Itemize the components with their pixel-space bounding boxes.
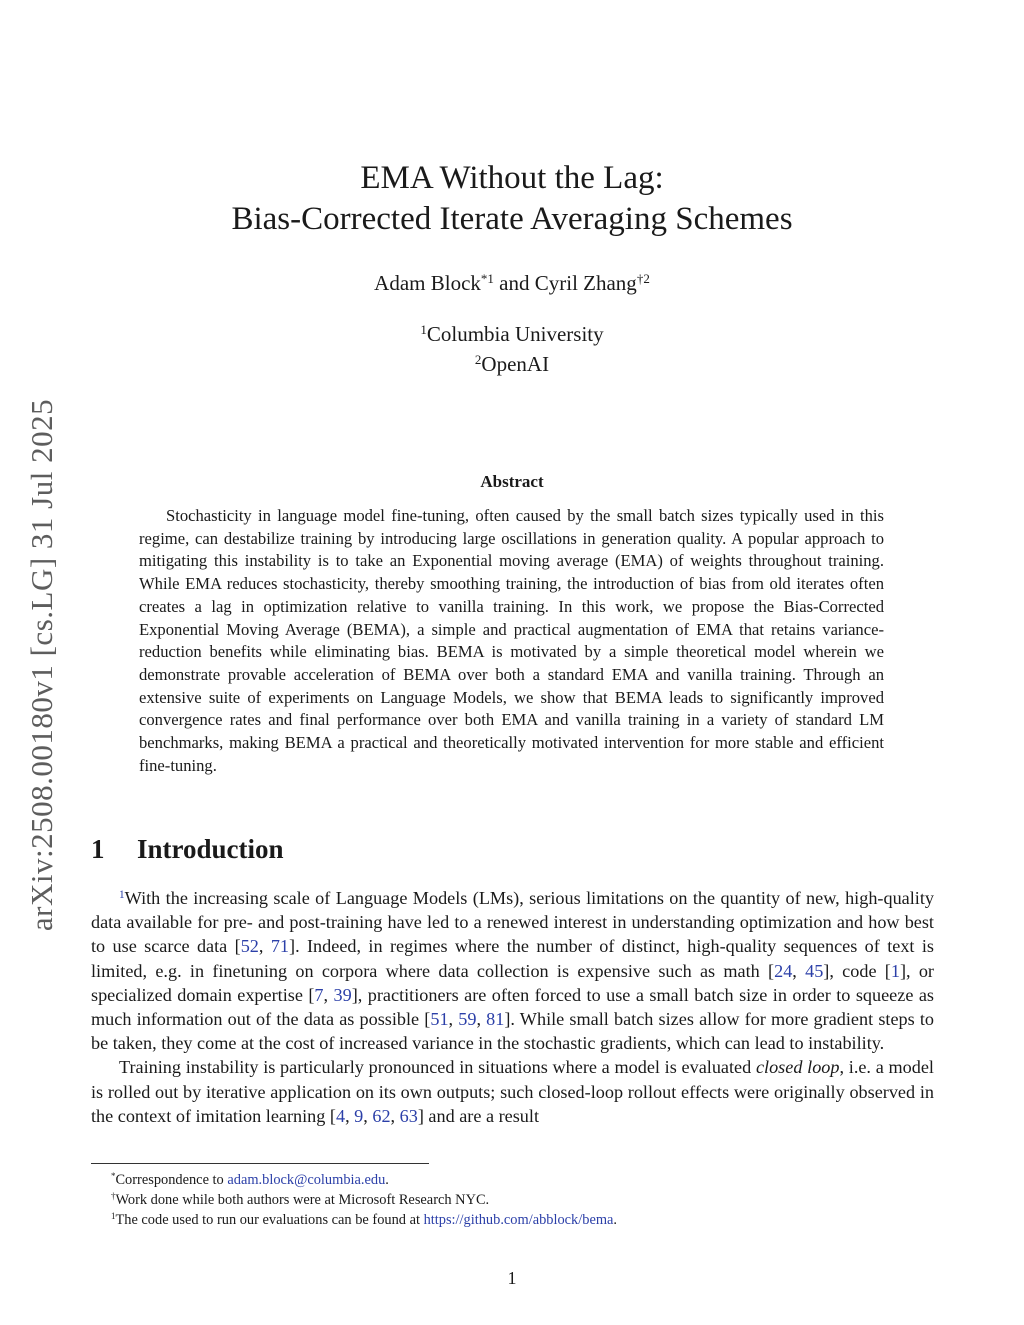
text-run: ], practitioners are often forced to use a small batch size in order to squeeze as much information out of the data as possible [ (91, 984, 934, 1030)
footnote-text-end: . (613, 1212, 618, 1228)
text-run: ], code [ (823, 960, 891, 981)
affiliation-2-number: 2 (474, 351, 482, 367)
text-run: , i.e. a model is rolled out by iterative application on its own outputs; such closed-loop rollout effects were originally observed in the context of imitation learning [ (91, 1057, 934, 1126)
citation-link[interactable]: 59 (458, 1009, 477, 1030)
citation-link[interactable]: 7 (314, 984, 324, 1005)
email-link[interactable]: adam.block@columbia.edu (227, 1172, 386, 1188)
paper-title (0, 158, 1024, 240)
citation-link[interactable]: 24 (774, 960, 793, 981)
author-1-name: Adam Block (374, 271, 481, 295)
citation-link[interactable]: 39 (333, 984, 352, 1005)
citation-link[interactable]: 81 (486, 1009, 505, 1030)
footnotes (111, 1170, 617, 1230)
affiliation-1-number: 1 (420, 321, 427, 337)
footnote-code (111, 1210, 617, 1230)
footnote-ref-1[interactable]: 1 (119, 888, 125, 901)
footnote-text: Work done while both authors were at Microsoft Research NYC. (115, 1192, 490, 1208)
footnote-text: The code used to run our evaluations can be found at (115, 1212, 424, 1228)
footnote-separator (91, 1163, 429, 1164)
citation-link[interactable]: 63 (399, 1105, 418, 1126)
text-run: ]. Indeed, in regimes where the number of distinct, high-quality sequences of text is limited, e.g. in finetuning on corpora where data collection is expensive such as math [ (91, 936, 934, 981)
github-link[interactable]: https://github.com/abblock/bema (423, 1212, 614, 1228)
affiliation-2 (0, 349, 1024, 379)
footnote-text: Correspondence to (115, 1172, 228, 1188)
citation-link[interactable]: 52 (240, 936, 259, 957)
footnote-mark: 1 (111, 1211, 116, 1222)
author-2-marks: †2 (636, 270, 650, 286)
section-heading-introduction (91, 834, 284, 865)
title-line-2: Bias-Corrected Iterate Averaging Schemes (231, 201, 793, 237)
footnote-text-end: . (385, 1172, 389, 1188)
footnote-mark: † (111, 1191, 116, 1202)
intro-paragraph-2: Training instability is particularly pronounced in situations where a model is evaluated closed loop, i.e. a model is rolled out by iterative application on its own outputs; such closed-loop rollout effects were originally observed in the context of imitation learning [4, 9, 62, 63] and are a result (91, 1057, 934, 1126)
affiliation-1-name: Columbia University (426, 322, 604, 346)
abstract-text: Stochasticity in language model fine-tuning, often caused by the small batch sizes typically used in this regime, can destabilize training by introducing large oscillations in generation quality. A popular approach to mitigating this instability is to take an Exponential moving average (EMA) of weights throughout training. While EMA reduces stochasticity, thereby smoothing training, the introduction of bias from old iterates often creates a lag in optimization relative to vanilla training. In this work, we propose the Bias-Corrected Exponential Moving Average (BEMA), a simple and practical augmentation of EMA that retains variance-reduction benefits while eliminating bias. BEMA is motivated by a simple theoretical model wherein we demonstrate provable acceleration of BEMA over both a standard EMA and vanilla training. Through an extensive suite of experiments on Language Models, we show that BEMA leads to significantly improved convergence rates and final performance over both EMA and vanilla training in a variety of standard LM benchmarks, making BEMA a practical and theoretically motivated intervention for more stable and efficient fine-tuning. (139, 506, 884, 775)
citation-link[interactable]: 71 (270, 936, 290, 957)
footnote-mark: * (111, 1171, 116, 1182)
text-run: Training instability is particularly pronounced in situations where a model is evaluated (119, 1057, 756, 1078)
page-number: 1 (507, 1268, 517, 1288)
introduction-body (91, 886, 934, 1128)
text-run: ] and are a result (417, 1105, 539, 1126)
text-run: ], or specialized domain expertise [ (91, 960, 934, 1005)
author-2-name: Cyril Zhang (534, 271, 637, 295)
section-number: 1 (91, 834, 105, 864)
title-line-1: EMA Without the Lag: (360, 160, 664, 196)
affiliation-1 (0, 319, 1024, 349)
affiliation-2-name: OpenAI (481, 352, 550, 376)
citation-link[interactable]: 45 (805, 960, 824, 981)
citation-link[interactable]: 4 (335, 1105, 346, 1126)
text-run: With the increasing scale of Language Models (LMs), serious limitations on the quantity of new, high-quality data available for pre- and post-training have led to a renewed interest in understanding optimization and how best to use scarce data [ (91, 888, 934, 957)
arxiv-identifier-stamp: arXiv:2508.00180v1 [cs.LG] 31 Jul 2025 (24, 398, 59, 932)
citation-link[interactable]: 1 (890, 960, 900, 981)
author-list (0, 268, 1024, 298)
text-run: ]. While small batch sizes allow for more gradient steps to be taken, they come at the cost of increased variance in the stochastic gradients, which can lead to instability. (91, 1009, 935, 1054)
affiliations (0, 319, 1024, 379)
author-separator: and (493, 271, 535, 295)
author-1-marks: *1 (480, 270, 494, 286)
footnote-correspondence (111, 1170, 617, 1190)
abstract-heading: Abstract (480, 472, 544, 491)
citation-link[interactable]: 9 (354, 1105, 364, 1126)
intro-paragraph-1: $^1$With the increasing scale of Language Models (LMs), serious limitations on the quantity of new, high-quality data available for pre- and post-training have led to a renewed interest in understanding optimization and how best to use scarce data [52, 71]. Indeed, in regimes where the number of distinct, high-quality sequences of text is limited, e.g. in finetuning on corpora where data collection is expensive such as math [24, 45], code [1], or specialized domain expertise [7, 39], practitioners are often forced to use a small batch size in order to squeeze as much information out of the data as possible [51, 59, 81]. While small batch sizes allow for more gradient steps to be taken, they come at the cost of increased variance in the stochastic gradients, which can lead to instability. (91, 888, 935, 1054)
citation-link[interactable]: 51 (430, 1009, 449, 1030)
citation-link[interactable]: 62 (372, 1105, 391, 1126)
emphasis-text: closed loop (755, 1057, 840, 1078)
footnote-work-done (111, 1190, 617, 1210)
section-title: Introduction (137, 834, 284, 864)
